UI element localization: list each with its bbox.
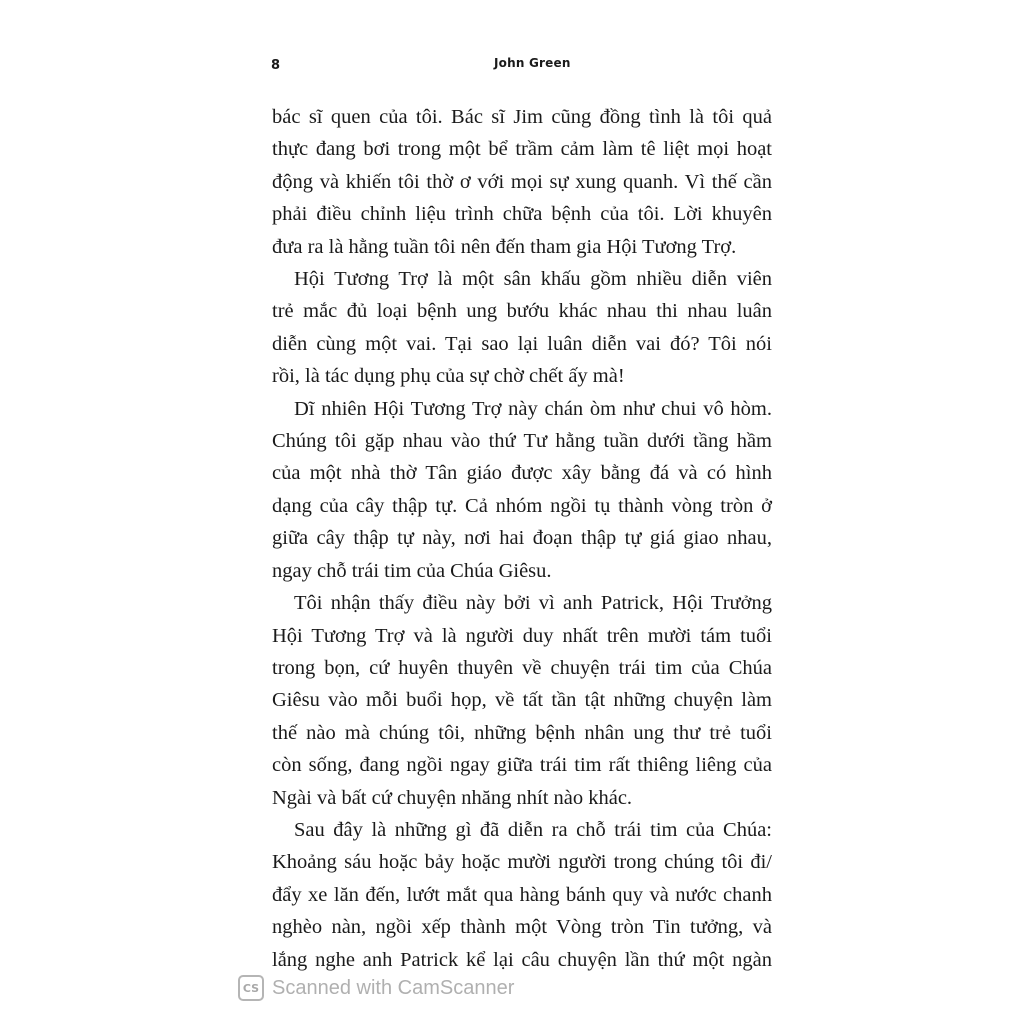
text-line: Khoảng sáu hoặc bảy hoặc mười người trong chúng tôi đi/ — [272, 851, 772, 874]
text-line: Sau đây là những gì đã diễn ra chỗ trái tim của Chúa: — [294, 818, 772, 841]
text-line: Dĩ nhiên Hội Tương Trợ này chán òm như chui vô hòm. — [294, 397, 772, 420]
text-line: đưa ra là hằng tuần tôi nên đến tham gia Hội Tương Trợ. — [272, 235, 737, 258]
text-line: lắng nghe anh Patrick kể lại câu chuyện lần thứ một ngàn — [272, 948, 772, 971]
text-line: phải điều chỉnh liệu trình chữa bệnh của tôi. Lời khuyên — [272, 203, 772, 226]
text-line: thực đang bơi trong một bể trầm cảm làm tê liệt mọi hoạt — [272, 138, 772, 161]
text-line: Chúng tôi gặp nhau vào thứ Tư hằng tuần dưới tầng hầm — [272, 430, 772, 453]
watermark-text: Scanned with CamScanner — [272, 976, 515, 999]
text-line: đẩy xe lăn đến, lướt mắt qua hàng bánh quy và nước chanh — [272, 883, 772, 906]
text-line: động và khiến tôi thờ ơ với mọi sự xung quanh. Vì thế cần — [272, 170, 772, 193]
text-line: Tôi nhận thấy điều này bởi vì anh Patrick, Hội Trưởng — [294, 592, 772, 615]
text-line: trẻ mắc đủ loại bệnh ung bướu khác nhau thi nhau luân — [272, 300, 772, 323]
text-line: nghèo nàn, ngồi xếp thành một Vòng tròn Tin tưởng, và — [272, 916, 772, 939]
text-line: Hội Tương Trợ và là người duy nhất trên mười tám tuổi — [272, 624, 772, 647]
text-line: ngay chỗ trái tim của Chúa Giêsu. — [272, 559, 552, 582]
camscanner-watermark — [238, 975, 514, 1001]
text-line: thế nào mà chúng tôi, những bệnh nhân ung thư trẻ tuổi — [272, 721, 772, 744]
text-line: diễn cùng một vai. Tại sao lại luân diễn vai đó? Tôi nói — [272, 332, 772, 355]
running-header-author: John Green — [494, 56, 571, 70]
text-line: trong bọn, cứ huyên thuyên về chuyện trái tim của Chúa — [272, 656, 772, 679]
text-line: dạng của cây thập tự. Cả nhóm ngồi tụ thành vòng tròn ở — [272, 494, 772, 517]
text-line: còn sống, đang ngồi ngay giữa trái tim rất thiêng liêng của — [272, 754, 772, 777]
text-line: Giêsu vào mỗi buổi họp, về tất tần tật những chuyện làm — [272, 689, 772, 712]
text-line: Hội Tương Trợ là một sân khấu gồm nhiều diễn viên — [294, 268, 772, 291]
text-line: giữa cây thập tự này, nơi hai đoạn thập tự giá giao nhau, — [272, 527, 772, 550]
text-line: rồi, là tác dụng phụ của sự chờ chết ấy mà! — [272, 365, 625, 388]
text-line: bác sĩ quen của tôi. Bác sĩ Jim cũng đồng tình là tôi quả — [272, 106, 772, 128]
text-line: của một nhà thờ Tân giáo được xây bằng đá và có hình — [272, 462, 772, 485]
body-text — [272, 101, 772, 976]
text-line: Ngài và bất cứ chuyện nhăng nhít nào khác. — [272, 786, 633, 809]
page-number: 8 — [271, 58, 281, 73]
camscanner-logo-icon: CS — [238, 975, 264, 1001]
